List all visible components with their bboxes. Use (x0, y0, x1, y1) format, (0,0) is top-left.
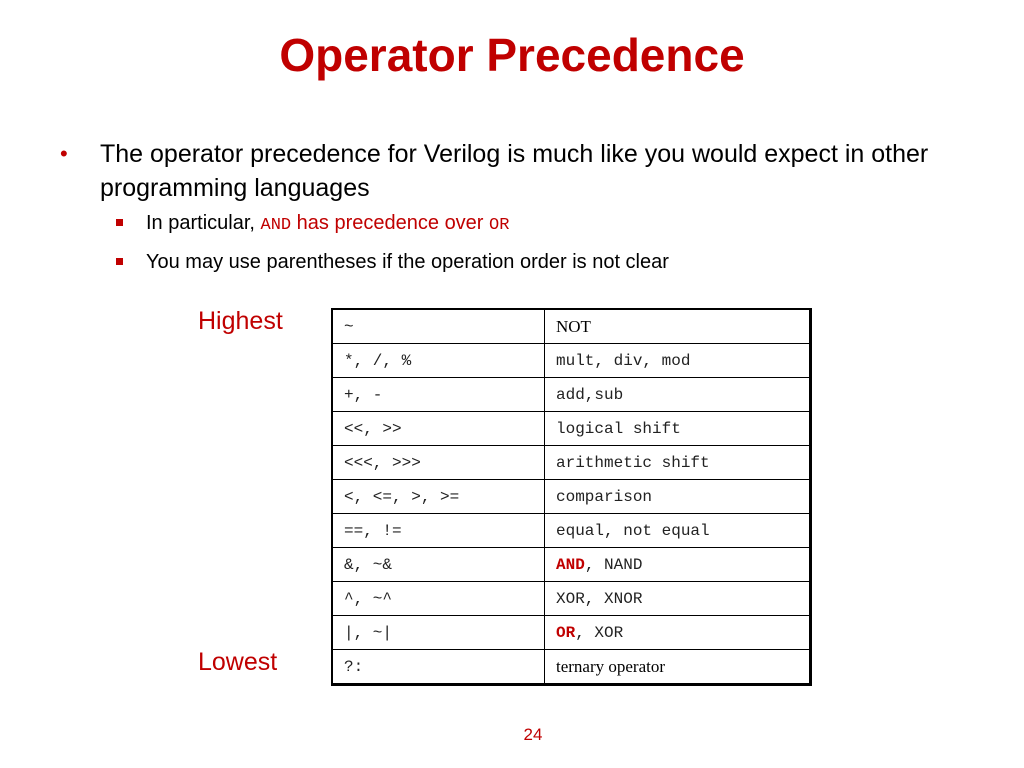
table-row (333, 378, 809, 412)
operator-cell: &, ~& (333, 548, 545, 582)
table-row (333, 310, 809, 344)
sub-bullet-text: You may use parentheses if the operation order is not clear (146, 251, 669, 273)
keyword-or: OR (556, 623, 576, 642)
sub-bullet-prefix: In particular, (146, 212, 261, 234)
bullet-item (60, 137, 980, 205)
operator-cell: *, /, % (333, 344, 545, 378)
code-and: AND (260, 216, 292, 235)
operator-cell: ~ (333, 310, 545, 344)
table-row (333, 548, 809, 582)
operator-cell: +, - (333, 378, 545, 412)
precedence-table (331, 308, 812, 686)
sub-bullet-list (60, 209, 980, 276)
square-bullet-icon (116, 258, 123, 265)
table-row (333, 446, 809, 480)
table-row (333, 514, 809, 548)
sub-bullet-middle: has precedence over (291, 212, 490, 234)
description-cell: comparison (545, 480, 809, 514)
description-cell: ternary operator (556, 656, 666, 676)
operator-cell: <<, >> (333, 412, 545, 446)
description-cell: add,sub (545, 378, 809, 412)
table-row (333, 480, 809, 514)
table-row (333, 582, 809, 616)
description-cell: NOT (545, 310, 809, 344)
operator-cell: <<<, >>> (333, 446, 545, 480)
table-row (333, 650, 809, 683)
table-row (333, 412, 809, 446)
operator-cell: <, <=, >, >= (333, 480, 545, 514)
bullet-text: The operator precedence for Verilog is much like you would expect in other programming languages (100, 140, 929, 202)
description-rest: , NAND (584, 555, 643, 574)
description-cell: arithmetic shift (545, 446, 809, 480)
slide-title: Operator Precedence (279, 29, 745, 81)
bullet-marker: • (60, 141, 68, 166)
keyword-and: AND (556, 555, 585, 574)
description-cell: logical shift (545, 412, 809, 446)
page-number: 24 (523, 725, 543, 744)
description-cell (545, 616, 809, 650)
highest-label: Highest (198, 307, 283, 335)
description-rest: , XOR (575, 623, 624, 642)
sub-bullet-item (116, 209, 980, 240)
operator-cell: ^, ~^ (333, 582, 545, 616)
operator-cell: ?: (333, 650, 545, 683)
description-cell: equal, not equal (545, 514, 809, 548)
table-row (333, 616, 809, 650)
description-cell (545, 548, 809, 582)
bullet-list (60, 137, 980, 284)
operator-cell: |, ~| (333, 616, 545, 650)
sub-bullet-item (116, 248, 980, 276)
table-row (333, 344, 809, 378)
code-or: OR (489, 216, 510, 235)
lowest-label: Lowest (198, 648, 278, 676)
square-bullet-icon (116, 219, 123, 226)
description-cell: XOR, XNOR (545, 582, 809, 616)
operator-cell: ==, != (333, 514, 545, 548)
description-cell: mult, div, mod (545, 344, 809, 378)
